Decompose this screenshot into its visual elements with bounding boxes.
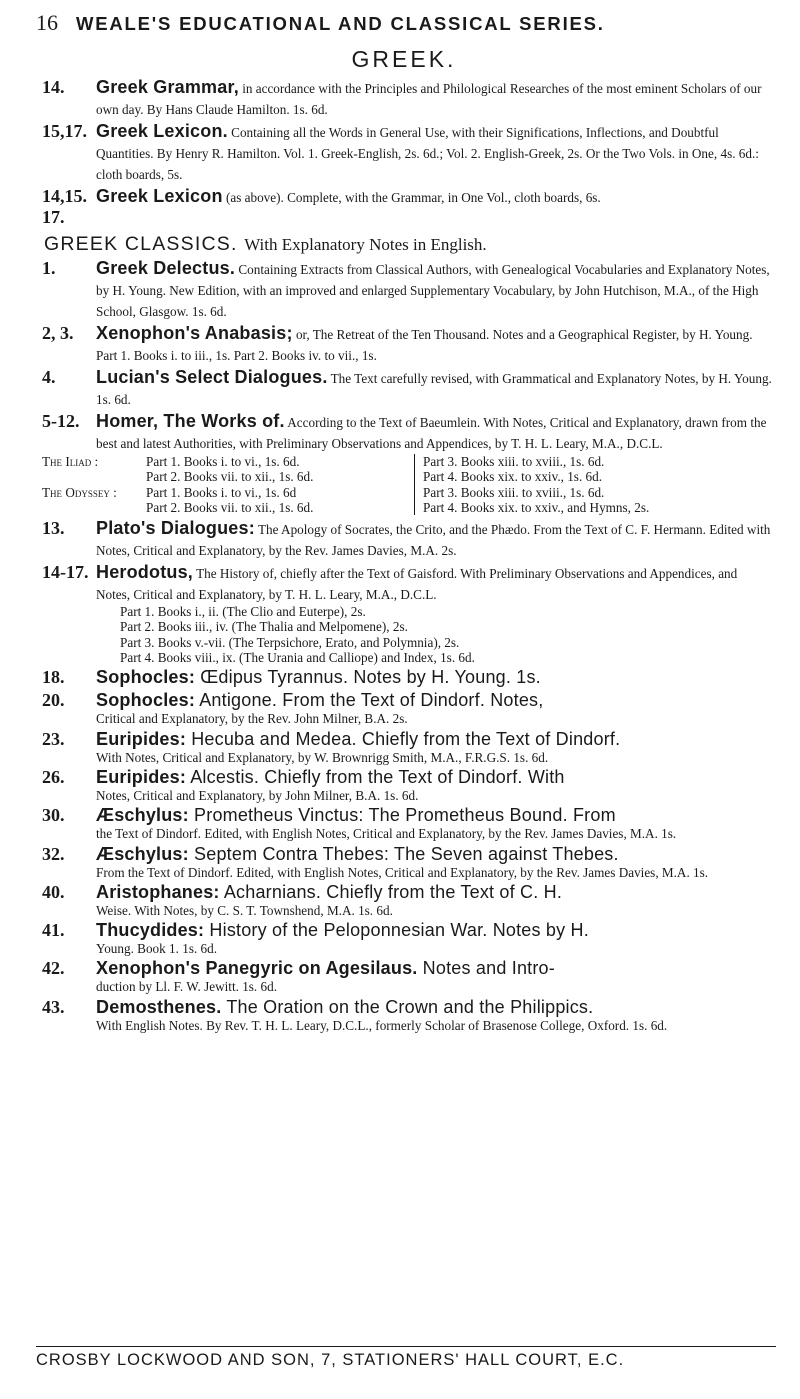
subsection-title	[44, 233, 772, 256]
catalogue-entry	[36, 882, 772, 918]
entry-text: (as above). Complete, with the Grammar, in One Vol., cloth boards, 6s.	[222, 190, 601, 205]
part-text: Part 4. Books xix. to xxiv., and Hymns, 2s.	[423, 499, 650, 515]
catalogue-entry	[36, 729, 772, 765]
homer-parts-table	[42, 454, 772, 515]
part-text: Part 1. Books i. to vi., 1s. 6d	[146, 484, 297, 500]
entry-text: the Text of Dindorf. Edited, with English Notes, Critical and Explanatory, by the Rev. James Davies, M.A. 1s.	[96, 826, 677, 842]
entry-number: 5-12.	[42, 411, 80, 431]
part-label	[42, 469, 146, 484]
entry-head-text: History of the Peloponnesian War. Notes by H.	[204, 920, 589, 941]
subsection-note: With Explanatory Notes in English.	[244, 235, 487, 254]
classics-entry	[36, 323, 772, 365]
catalogue-entry	[36, 767, 772, 803]
entry-title: Aristophanes:	[96, 881, 220, 902]
entry-title: Euripides:	[96, 766, 187, 787]
catalogue-entry	[36, 805, 772, 841]
entry-head-text: Hecuba and Medea. Chiefly from the Text of Dindorf.	[186, 728, 621, 749]
part-text: Part 3. Books xiii. to xviii., 1s. 6d.	[423, 454, 605, 469]
entry-head-text: Prometheus Vinctus: The Prometheus Bound. From	[188, 805, 616, 826]
homer-parts-left	[42, 454, 414, 515]
entry-text: Weise. With Notes, by C. S. T. Townshend, M.A. 1s. 6d.	[96, 902, 393, 918]
catalogue-entry	[36, 844, 772, 880]
entry-text: Containing Extracts from Classical Authors, with Genealogical Vocabularies and Explanatory Notes, by H. Young. New Edition, with an improved and enlarged Supplementary Vocabulary, by John Hutchison, M.A., of the High School, Glasgow. 1s. 6d.	[96, 262, 770, 319]
entry-text: or, The Retreat of the Ten Thousand. Notes and a Geographical Register, by H. Young. Part 1. Books i. to iii., 1s. Part 2. Books iv. to vii., 1s.	[96, 327, 753, 363]
entry-head-text: Œdipus Tyrannus. Notes by H. Young. 1s.	[195, 667, 541, 688]
homer-parts-right	[414, 454, 772, 515]
part-text: Part 2. Books vii. to xii., 1s. 6d.	[146, 469, 314, 485]
entry-number: 14.	[42, 77, 65, 97]
entry-number: 30.	[42, 805, 65, 826]
entry-text: duction by Ll. F. W. Jewitt. 1s. 6d.	[96, 979, 278, 995]
lexicon-complete-entry	[36, 186, 772, 228]
part-text: Part 4. Books xix. to xxiv., 1s. 6d.	[423, 469, 603, 485]
page-number: 16	[36, 10, 58, 35]
entry-number: 41.	[42, 920, 65, 941]
part-line: Part 4. Books viii., ix. (The Urania and Calliope) and Index, 1s. 6d.	[120, 650, 475, 666]
part-text: Part 3. Books xiii. to xviii., 1s. 6d.	[423, 484, 605, 500]
entry-title: Plato's Dialogues:	[96, 518, 255, 539]
herodotus-entry	[36, 562, 772, 665]
entry-text: The Text carefully revised, with Grammatical and Explanatory Notes, by H. Young. 1s. 6d.	[96, 371, 772, 407]
entry-head-text: Antigone. From the Text of Dindorf. Notes,	[195, 690, 544, 711]
entry-title: Herodotus,	[96, 562, 194, 583]
catalogue-entry	[36, 920, 772, 956]
entry-number: 40.	[42, 881, 65, 902]
lexicon-entry	[36, 121, 772, 184]
entry-title: Æschylus:	[96, 805, 189, 826]
grammar-entry	[36, 77, 772, 119]
entry-title: Thucydides:	[96, 920, 205, 941]
entry-head-text: Notes and Intro-	[417, 958, 555, 979]
entry-title: Xenophon's Anabasis;	[96, 323, 293, 343]
part-label	[42, 500, 146, 515]
entry-text: From the Text of Dindorf. Edited, with English Notes, Critical and Explanatory, by the Rev. James Davies, M.A. 1s.	[96, 864, 709, 880]
entry-body	[96, 121, 772, 184]
entry-text: Notes, Critical and Explanatory, by John Milner, B.A. 1s. 6d.	[96, 787, 419, 803]
entry-number: 15,17.	[42, 121, 87, 141]
part-row	[42, 485, 414, 500]
entry-title: Greek Lexicon.	[96, 121, 228, 141]
entry-title: Homer, The Works of.	[96, 411, 285, 431]
classics-entry	[36, 411, 772, 516]
entry-head-text: Septem Contra Thebes: The Seven against Thebes.	[188, 843, 619, 864]
entry-title: Greek Lexicon	[96, 186, 223, 206]
entry-number: 4.	[42, 367, 56, 387]
entry-number: 42.	[42, 958, 65, 979]
entry-number: 43.	[42, 996, 65, 1017]
plato-entry	[36, 518, 772, 560]
entry-number: 13.	[42, 518, 65, 539]
part-label: The Odyssey :	[42, 484, 117, 500]
part-text: Part 1. Books i. to vi., 1s. 6d.	[146, 454, 300, 469]
entry-text: With English Notes. By Rev. T. H. L. Leary, D.C.L., formerly Scholar of Brasenose College, Oxford. 1s. 6d.	[96, 1017, 668, 1033]
catalogue-entry	[36, 958, 772, 994]
entry-number: 32.	[42, 843, 65, 864]
classics-entry	[36, 367, 772, 409]
part-row	[42, 500, 414, 515]
catalogue-entry	[36, 690, 772, 726]
part-row	[42, 454, 414, 469]
entry-text: According to the Text of Baeumlein. With Notes, Critical and Explanatory, drawn from the best and latest Authorities, with Preliminary Observations and Appendices, by T. H. L. Leary, M.A., D.C.L.	[96, 415, 767, 451]
entry-head-text: Alcestis. Chiefly from the Text of Dindorf. With	[186, 766, 565, 787]
entry-text: in accordance with the Principles and Philological Researches of the most eminent Scholars of our own day. By Hans Claude Hamilton. 1s. 6d.	[96, 81, 762, 117]
entry-title: Sophocles:	[96, 690, 196, 711]
entry-number: 2, 3.	[42, 323, 74, 343]
publisher-footer: CROSBY LOCKWOOD AND SON, 7, STATIONERS' HALL COURT, E.C.	[36, 1346, 776, 1370]
entry-number: 23.	[42, 728, 65, 749]
catalogue-entry	[36, 667, 772, 688]
entry-text: Young. Book 1. 1s. 6d.	[96, 941, 218, 957]
entry-title: Lucian's Select Dialogues.	[96, 367, 328, 387]
entry-text: The History of, chiefly after the Text of Gaisford. With Preliminary Observations and Appendices, and Notes, Critical and Explanatory, by T. H. L. Leary, M.A., D.C.L.	[96, 566, 738, 603]
entry-title: Xenophon's Panegyric on Agesilaus.	[96, 958, 418, 979]
running-head	[36, 0, 772, 36]
part-line: Part 2. Books iii., iv. (The Thalia and Melpomene), 2s.	[120, 619, 408, 635]
part-row	[42, 469, 414, 484]
entry-number: 26.	[42, 766, 65, 787]
entry-number: 14,15. 17.	[42, 186, 87, 227]
subsection-heading: GREEK CLASSICS.	[44, 233, 238, 255]
entry-number: 18.	[42, 667, 65, 688]
entry-title: Æschylus:	[96, 843, 189, 864]
part-text: Part 2. Books vii. to xii., 1s. 6d.	[146, 499, 314, 515]
entry-title: Greek Delectus.	[96, 258, 236, 278]
series-title: WEALE'S EDUCATIONAL AND CLASSICAL SERIES.	[76, 13, 605, 34]
entry-head-text: Acharnians. Chiefly from the Text of C. H.	[219, 881, 563, 902]
entry-number: 20.	[42, 690, 65, 711]
part-line: Part 3. Books v.-vii. (The Terpsichore, Erato, and Polymnia), 2s.	[120, 634, 460, 650]
entry-body	[96, 186, 772, 228]
entry-title: Sophocles:	[96, 667, 196, 688]
entry-title: Euripides:	[96, 728, 187, 749]
section-title: GREEK.	[351, 46, 457, 72]
entry-head-text: The Oration on the Crown and the Philippics.	[221, 996, 594, 1017]
entry-text: Containing all the Words in General Use, with their Significations, Inflections, and Doubtful Quantities. By Henry R. Hamilton. Vol. 1. Greek-English, 2s. 6d.; Vol. 2. English-Greek, 2s. Or the Two Vols. in One, 4s. 6d.: cloth boards, 5s.	[96, 125, 759, 182]
part-line: Part 1. Books i., ii. (The Clio and Euterpe), 2s.	[120, 604, 366, 620]
entry-title: Demosthenes.	[96, 996, 222, 1017]
classics-entry	[36, 258, 772, 321]
entry-body	[96, 77, 772, 119]
entry-number: 14-17.	[42, 562, 89, 583]
part-label: The Iliad :	[42, 454, 99, 469]
entry-text: Critical and Explanatory, by the Rev. John Milner, B.A. 2s.	[96, 711, 408, 727]
entry-title: Greek Grammar,	[96, 77, 239, 97]
catalogue-entry	[36, 997, 772, 1033]
entry-number: 1.	[42, 258, 56, 278]
entry-text: The Apology of Socrates, the Crito, and the Phædo. From the Text of C. F. Hermann. Edited with Notes, Critical and Explanatory, by the Rev. James Davies, M.A. 2s.	[96, 522, 771, 559]
entry-text: With Notes, Critical and Explanatory, by W. Brownrigg Smith, M.A., F.R.G.S. 1s. 6d.	[96, 749, 549, 765]
